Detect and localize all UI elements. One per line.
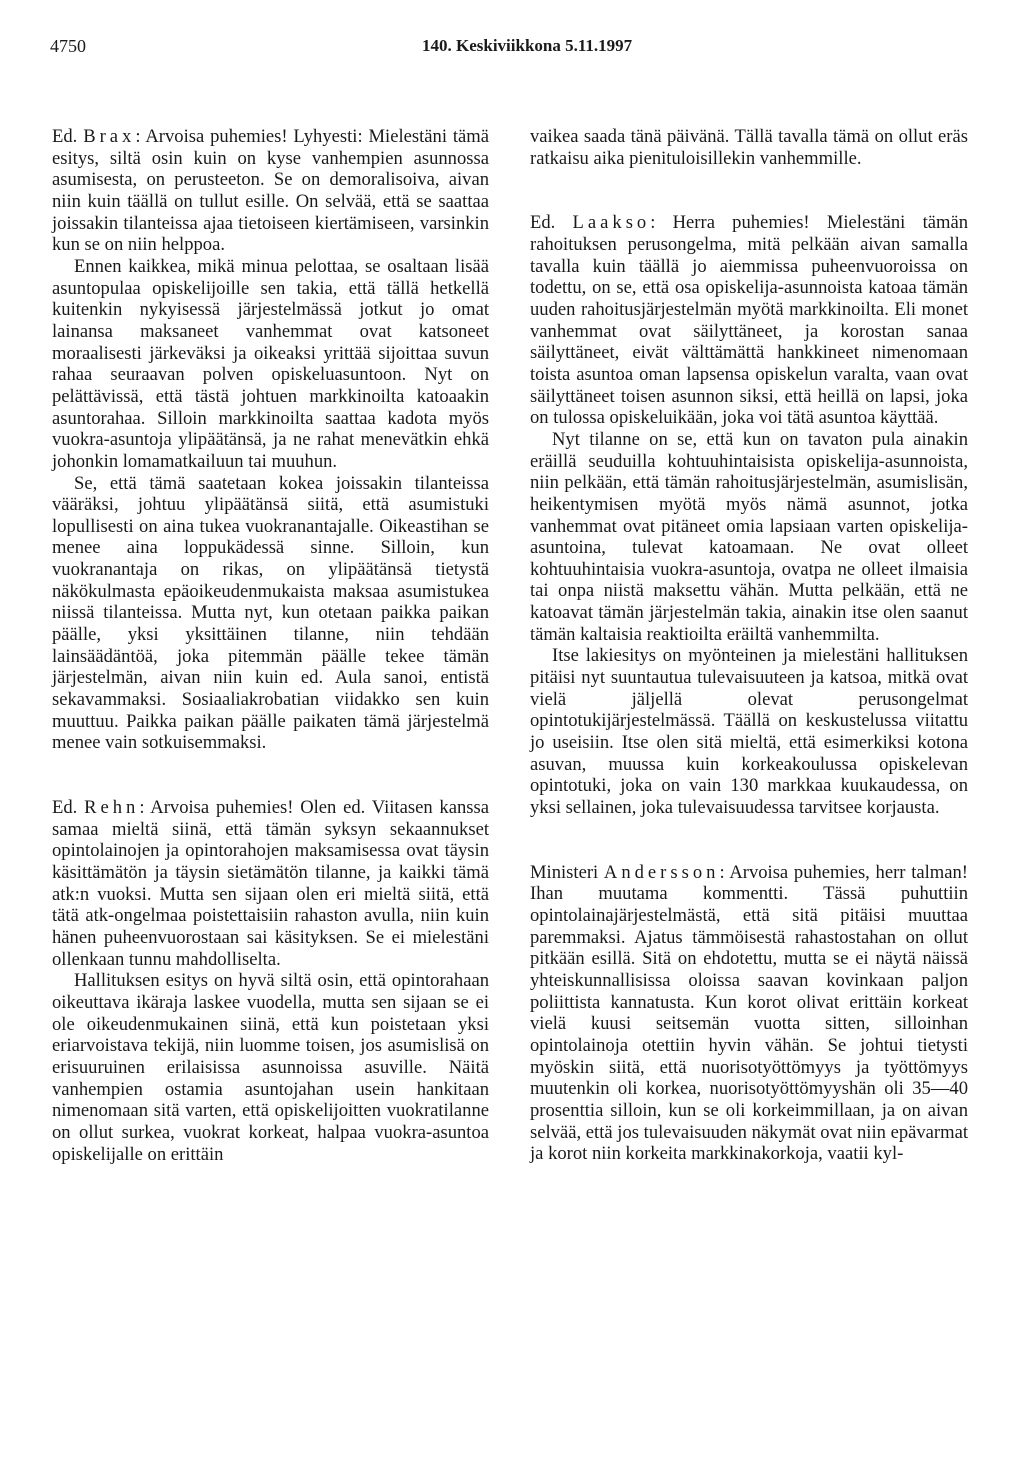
speech-andersson (530, 862, 968, 1165)
paragraph: Nyt tilanne on se, että kun on tavaton pula ainakin eräillä seuduilla kohtuuhintaisista opiskelija-asunnoista, niin pelkään, että tämän rahoitusjärjestelmän, asumislisän, heikentymisen myötä myös nämä asunnot, jotka vanhemmat ovat pitäneet omia lapsiaan varten opiskelija-asuntoina, tulevat katoamaan. Ne ovat olleet kohtuuhintaisia vuokra-asuntoja, ovatpa ne olleet ilmaisia tai onpa niistä maksettu vähän. Mutta pelkään, että ne katoavat tämän järjestelmän takia, ainakin itse olen saanut tämän kaltaisia reaktioilta eräiltä vanhemmilta. (530, 428, 968, 645)
speaker-name: Andersson (603, 861, 720, 883)
speech-rehn (52, 797, 489, 970)
speaker-title: Ministeri (530, 861, 604, 883)
left-column (52, 126, 489, 1165)
page-header (50, 36, 980, 62)
speaker-title: Ed. (530, 212, 573, 234)
speaker-name: Laakso (572, 212, 651, 234)
paragraph: Itse lakiesitys on myönteinen ja mielestäni hallituksen pitäisi nyt suuntautua tulevaisuuteen ja katsoa, mitkä ovat vielä jäljellä olevat perusongelmat opintotukijärjestelmässä. Täällä on keskustelussa viitattu jo useisiin. Itse olen sitä mieltä, että esimerkiksi kotona asuvan, muussa kuin korkeakoulussa opiskelevan opintotuki, joka on vain 130 markkaa kuukaudessa, on yksi sellainen, joka tulevaisuudessa tarvitsee korjausta. (530, 645, 968, 819)
paragraph-continued: vaikea saada tänä päivänä. Tällä tavalla tämä on ollut eräs ratkaisu aika pienituloisillekin vanhemmille. (530, 126, 968, 169)
page-number: 4750 (50, 36, 86, 56)
speaker-name: Brax (83, 126, 136, 147)
right-column (530, 126, 968, 1165)
speech-text: : Arvoisa puhemies, herr talman! Ihan muutama kommentti. Tässä puhuttiin opintolainajärjestelmästä, että sitä pitäisi muuttaa paremmaksi. Ajatus tämmöisestä rahastostahan on ollut pitkään esillä. Sitä on ehdotettu, mutta se ei näytä näissä yhteiskunnallisissa oloissa saavan kovinkaan paljon poliittista kannatusta. Kun korot olivat erittäin korkeat vielä kuusi seitsemän vuotta sitten, silloinhan opintolainoja otettiin hyvin vähän. Se johtui tietysti myöskin siitä, että nuorisotyöttömyys ja työttömyys muutenkin oli korkea, nuorisotyöttömyyshän oli 35—40 prosenttia silloin, kun se oli korkeimmillaan, ja on aivan selvää, että jos tulevaisuuden näkymät ovat niin epävarmat ja korot niin korkeita markkinakorkoja, vaatii kyl- (530, 861, 968, 1165)
speech-brax (52, 126, 489, 256)
speech-text: : Herra puhemies! Mielestäni tämän rahoituksen perusongelma, mitä pelkään aivan samalla tavalla kuin täällä jo aiemmissa puheenvuoroissa on todettu, on se, että osa opiskelija-asunnoista katoaa tämän uuden rahoitusjärjestelmän myötä markkinoilta. Eli monet vanhemmat ovat säilyttäneet, ja korostan sanaa säilyttäneet, eivät välttämättä hankkineet nimenomaan toista asuntoa oman lapsensa opiskelun varalta, vaan ovat säilyttäneet toisen asunnon siksi, että heillä on lapsi, joka on tulossa opiskeluikään, joka voi tätä asuntoa käyttää. (530, 212, 968, 429)
speaker-name: Rehn (84, 797, 140, 819)
speech-text: : Arvoisa puhemies! Lyhyesti: Mielestäni tämä esitys, siltä osin kuin on kyse vanhempien asunnossa asumisesta, on perusteeton. Se on demoralisoiva, aivan niin kuin täällä on tullut esille. On selvää, että se saattaa joissakin tilanteissa ajaa tietoiseen kiertämiseen, varsinkin kun se on niin helppoa. (52, 126, 489, 256)
paragraph: Se, että tämä saatetaan kokea joissakin tilanteissa vääräksi, johtuu ylipäätänsä siitä, että asumistuki lopullisesti on aina tukea vuokranantajalle. Oikeastihan se menee aina loppukädessä sinne. Silloin, kun vuokranantaja on rikas, on ylipäätänsä tietystä näkökulmasta epäoikeudenmukaista maksaa asumistukea niissä tilanteissa. Mutta nyt, kun otetaan paikka paikan päälle, yksi yksittäinen tilanne, niin tehdään lainsäädäntöä, joka pitemmän päälle tekee tämän järjestelmän, aivan niin kuin ed. Aula sanoi, entistä sekavammaksi. Sosiaaliakrobatian viidakko sen kuin muuttuu. Paikka paikan päälle paikaten tämä järjestelmä menee vain sotkuisemmaksi. (52, 472, 489, 754)
speaker-title: Ed. (52, 797, 85, 819)
speaker-title: Ed. (52, 126, 84, 147)
paragraph: Hallituksen esitys on hyvä siltä osin, että opintorahaan oikeuttava ikäraja laskee vuodella, mutta sen sijaan se ei ole oikeudenmukainen siinä, että kun poistetaan yksi eriarvoistava tekijä, niin luomme toisen, jos asumislisä on erisuuruinen erilaisissa asunnoissa asuville. Näitä vanhempien ostamia asuntojahan usein hankitaan nimenomaan sitä varten, että opiskelijoitten vuokratilanne on ollut surkea, vuokrat korkeat, halpaa vuokra-asuntoa opiskelijalle on erittäin (52, 970, 489, 1165)
paragraph: Ennen kaikkea, mikä minua pelottaa, se osaltaan lisää asuntopulaa opiskelijoille sen takia, että tällä hetkellä kuitenkin nykyisessä järjestelmässä jotkut jo omat lainansa maksaneet vanhemmat ovat katsoneet moraalisesti järkeväksi ja oikeaksi yrittää sijoittaa suvun rahaa seuraavan polven opiskeluasuntoon. Nyt on pelättävissä, että tästä johtuen markkinoilta katoaakin asuntorahaa. Silloin markkinoilta saattaa kadota myös vuokra-asuntoja ylipäätänsä, ja ne rahat menevätkin ehkä johonkin lomamatkailuun tai muuhun. (52, 255, 489, 472)
speech-text: : Arvoisa puhemies! Olen ed. Viitasen kanssa samaa mieltä siinä, että tämän syksyn sekaannukset opintolainojen ja opintorahojen maksamisessa ovat täysin käsittämätön ja täysin sietämätön tilanne, ja kaikki tämä atk:n vuoksi. Mutta sen sijaan olen eri mieltä siitä, että tätä atk-ongelmaa poistettaisiin rahaston avulla, niin kuin hänen puheenvuorostaan sai käsityksen. Se ei mielestäni ollenkaan tunnu mahdolliselta. (52, 797, 490, 970)
speech-laakso (530, 212, 968, 429)
issue-heading: 140. Keskiviikkona 5.11.1997 (422, 36, 633, 55)
